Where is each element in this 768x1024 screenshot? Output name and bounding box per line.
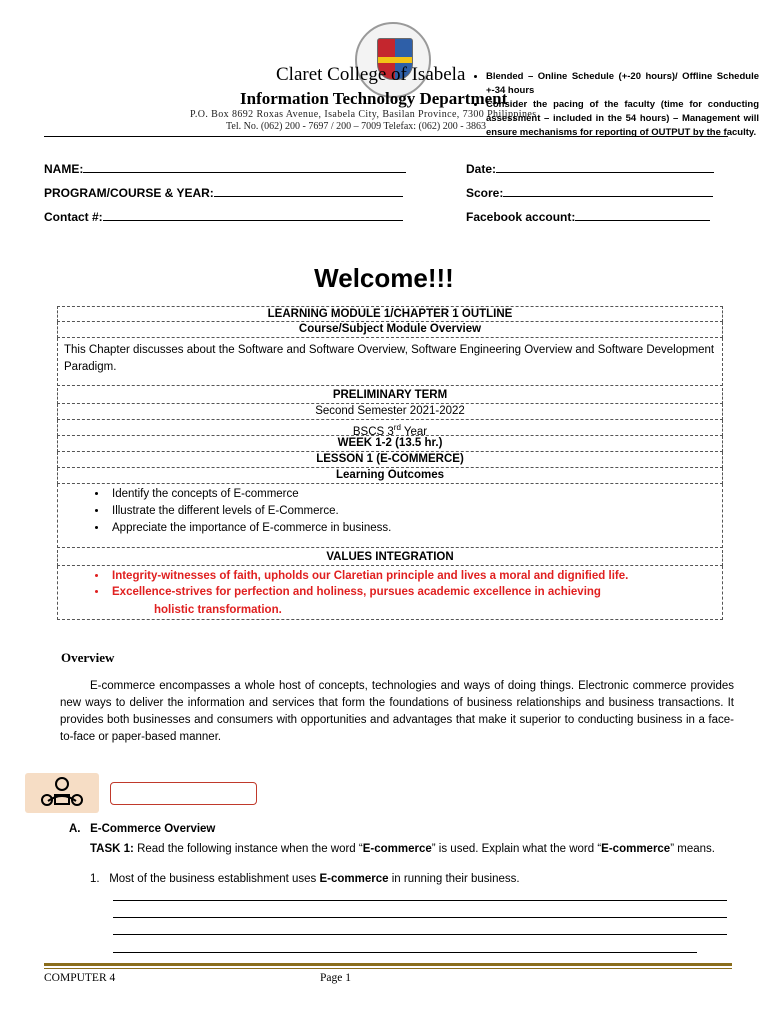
welcome-heading: Welcome!!! bbox=[314, 263, 454, 293]
address: P.O. Box 8692 Roxas Avenue, Isabela City, Basilan Province, 7300 Philippines bbox=[190, 109, 537, 120]
outcome-item: • Identify the concepts of E-commerce bbox=[108, 486, 722, 503]
answer-line[interactable] bbox=[113, 934, 727, 935]
week: WEEK 1-2 (13.5 hr.) bbox=[57, 436, 723, 452]
lesson: LESSON 1 (E-COMMERCE) bbox=[57, 452, 723, 468]
outcome-item: • Illustrate the different levels of E-Commerce. bbox=[108, 503, 722, 520]
section-a-heading: A. E-Commerce Overview bbox=[69, 823, 216, 835]
schedule-notes bbox=[472, 70, 759, 140]
footer-page-number: Page 1 bbox=[320, 972, 351, 984]
program-field[interactable]: PROGRAM/COURSE & YEAR: bbox=[44, 186, 403, 200]
task-label-box bbox=[110, 782, 257, 805]
semester: Second Semester 2021-2022 bbox=[57, 404, 723, 420]
date-field[interactable]: Date: bbox=[466, 162, 714, 176]
values-list bbox=[57, 566, 723, 620]
outcomes-title: Learning Outcomes bbox=[57, 468, 723, 484]
term: PRELIMINARY TERM bbox=[57, 388, 723, 404]
module-outline bbox=[57, 306, 723, 620]
facebook-field[interactable]: Facebook account: bbox=[466, 210, 710, 224]
name-field[interactable]: NAME: bbox=[44, 162, 406, 176]
task-icon bbox=[25, 773, 99, 813]
college-name: Claret College of Isabela bbox=[276, 64, 466, 85]
outcomes-list bbox=[57, 484, 723, 548]
footer-divider bbox=[44, 968, 732, 969]
module-title: LEARNING MODULE 1/CHAPTER 1 OUTLINE bbox=[57, 306, 723, 322]
footer-subject: COMPUTER 4 bbox=[44, 972, 116, 984]
department-name: Information Technology Department bbox=[240, 89, 508, 108]
values-title: VALUES INTEGRATION bbox=[57, 550, 723, 566]
year-level: BSCS 3rd Year bbox=[57, 420, 723, 436]
note-item: • Consider the pacing of the faculty (time for conducting assessment – included in the 54 hours) – Management will ensure mechanisms for reporting of OUTPUT by the faculty. bbox=[486, 98, 759, 140]
overview-title: Course/Subject Module Overview bbox=[57, 322, 723, 338]
overview-heading: Overview bbox=[61, 650, 115, 665]
college-seal-logo bbox=[355, 22, 431, 98]
value-item: • Integrity-witnesses of faith, upholds our Claretian principle and lives a moral and dignified life. bbox=[108, 568, 722, 584]
value-item: • Excellence-strives for perfection and holiness, pursues academic excellence in achieving bbox=[108, 584, 722, 600]
task-1-instructions: TASK 1: Read the following instance when the word “E-commerce” is used. Explain what the word “E-commerce” means. bbox=[90, 843, 715, 855]
contact-field[interactable]: Contact #: bbox=[44, 210, 403, 224]
answer-line[interactable] bbox=[113, 952, 697, 953]
outcome-item: • Appreciate the importance of E-commerce in business. bbox=[108, 520, 722, 537]
overview-text: This Chapter discusses about the Software and Software Overview, Software Engineering Overview and Software Development Paradigm. bbox=[57, 338, 723, 386]
telephone: Tel. No. (062) 200 - 7697 / 200 – 7009 Telefax: (062) 200 - 3863 bbox=[226, 121, 487, 132]
value-continuation: holistic transformation. bbox=[154, 604, 282, 616]
answer-line[interactable] bbox=[113, 917, 727, 918]
note-item: • Blended – Online Schedule (+-20 hours)/ Offline Schedule +-34 hours bbox=[486, 70, 759, 98]
question-1: 1. Most of the business establishment uses E-commerce in running their business. bbox=[90, 873, 520, 885]
footer-divider bbox=[44, 963, 732, 966]
answer-line[interactable] bbox=[113, 900, 727, 901]
overview-body: E-commerce encompasses a whole host of concepts, technologies and ways of doing things. Electronic commerce provides new ways to deliver the information and services that form the foundations of business relationships and business transactions. It provides both businesses and consumers with opportunities and advantages that make it superior to conducting business in a face-to-face or paper-based manner. bbox=[60, 680, 734, 743]
score-field[interactable]: Score: bbox=[466, 186, 713, 200]
